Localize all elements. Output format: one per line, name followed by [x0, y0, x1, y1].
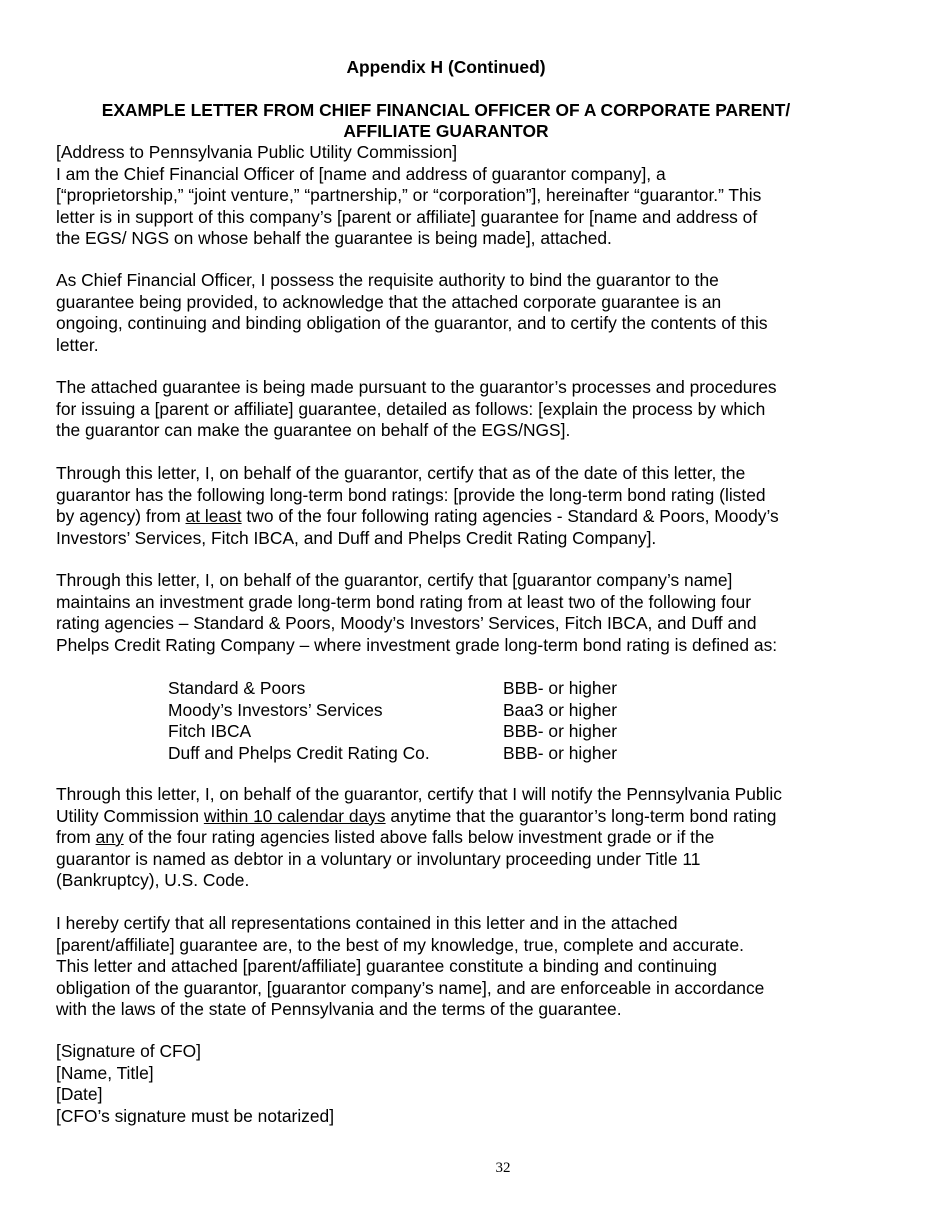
- agency-name: Fitch IBCA: [168, 721, 252, 741]
- letter-title: [56, 100, 836, 142]
- text-line: Through this letter, I, on behalf of the guarantor, certify that as of the date of this letter, the: [56, 463, 746, 483]
- text-line: I am the Chief Financial Officer of [name and address of guarantor company], a: [56, 163, 666, 184]
- text-line: [parent/affiliate] guarantee are, to the best of my knowledge, true, complete and accurate.: [56, 934, 744, 955]
- text-line: [56, 806, 856, 828]
- paragraph-bond-ratings: [56, 463, 856, 549]
- text-line: The attached guarantee is being made pursuant to the guarantor’s processes and procedures: [56, 377, 777, 397]
- underlined-text: at least: [185, 506, 242, 526]
- agency-rating: Baa3 or higher: [503, 699, 618, 720]
- text-line: with the laws of the state of Pennsylvania and the terms of the guarantee.: [56, 999, 622, 1019]
- agency-rating: BBB- or higher: [503, 742, 618, 763]
- text-line: Phelps Credit Rating Company – where investment grade long-term bond rating is defined as:: [56, 634, 778, 655]
- ratings-row: [168, 743, 703, 765]
- letter-title-line: AFFILIATE GUARANTOR: [343, 121, 549, 141]
- text-line: [56, 827, 856, 849]
- address-line: [56, 142, 856, 164]
- underlined-text: within 10 calendar days: [203, 805, 386, 826]
- text-segment: Utility Commission: [56, 805, 204, 826]
- text-line: (Bankruptcy), U.S. Code.: [56, 870, 250, 890]
- paragraph-authority: [56, 270, 856, 356]
- letter-title-line: EXAMPLE LETTER FROM CHIEF FINANCIAL OFFICER OF A CORPORATE PARENT/: [101, 100, 791, 120]
- text-line: As Chief Financial Officer, I possess the requisite authority to bind the guarantor to the: [56, 270, 719, 290]
- text-line: ongoing, continuing and binding obligation of the guarantor, and to certify the contents of this: [56, 313, 768, 333]
- text-line: letter.: [56, 334, 99, 355]
- text-line: Through this letter, I, on behalf of the guarantor, certify that I will notify the Pennsylvania Public: [56, 784, 782, 804]
- paragraph-process: [56, 377, 856, 442]
- signature-line: [Signature of CFO]: [56, 1041, 201, 1061]
- text-line: rating agencies – Standard & Poors, Moody’s Investors’ Services, Fitch IBCA, and Duff and: [56, 613, 757, 633]
- ratings-row: [168, 678, 703, 700]
- signature-line: [Date]: [56, 1084, 103, 1104]
- agency-rating: BBB- or higher: [503, 721, 618, 741]
- text-line: the EGS/ NGS on whose behalf the guarantee is being made], attached.: [56, 228, 612, 248]
- paragraph-investment-grade: [56, 570, 856, 656]
- ratings-row: [168, 721, 703, 743]
- text-line: obligation of the guarantor, [guarantor company’s name], and are enforceable in accordance: [56, 977, 765, 998]
- text-line: [56, 506, 856, 528]
- agency-name: Standard & Poors: [168, 678, 306, 698]
- address-text: [Address to Pennsylvania Public Utility Commission]: [56, 142, 458, 162]
- paragraph-introduction: [56, 164, 856, 250]
- agency-name: Duff and Phelps Credit Rating Co.: [168, 742, 430, 763]
- text-line: the guarantor can make the guarantee on behalf of the EGS/NGS].: [56, 420, 571, 440]
- text-segment: from: [56, 827, 96, 847]
- text-segment: by agency) from: [56, 506, 186, 526]
- ratings-table: [168, 678, 703, 764]
- paragraph-notification: [56, 784, 856, 892]
- underlined-text: any: [95, 827, 124, 847]
- text-line: Through this letter, I, on behalf of the guarantor, certify that [guarantor company’s name]: [56, 570, 733, 590]
- text-segment: of the four rating agencies listed above falls below investment grade or if the: [123, 827, 715, 847]
- text-line: guarantee being provided, to acknowledge that the attached corporate guarantee is an: [56, 291, 722, 312]
- signature-block: [56, 1041, 334, 1127]
- page-number: 32: [495, 1160, 511, 1176]
- text-line: maintains an investment grade long-term bond rating from at least two of the following four: [56, 591, 752, 612]
- text-line: letter is in support of this company’s [parent or affiliate] guarantee for [name and address of: [56, 206, 758, 227]
- text-line: This letter and attached [parent/affiliate] guarantee constitute a binding and continuing: [56, 956, 717, 976]
- signature-line: [Name, Title]: [56, 1062, 154, 1083]
- agency-name: Moody’s Investors’ Services: [168, 699, 383, 720]
- text-segment: anytime that the guarantor’s long-term bond rating: [385, 805, 777, 826]
- text-line: guarantor has the following long-term bond ratings: [provide the long-term bond rating (listed: [56, 484, 766, 505]
- text-segment: two of the four following rating agencies - Standard & Poors, Moody’s: [241, 506, 779, 526]
- signature-line: [CFO’s signature must be notarized]: [56, 1105, 335, 1126]
- ratings-row: [168, 700, 703, 722]
- text-line: Investors’ Services, Fitch IBCA, and Duff and Phelps Credit Rating Company].: [56, 527, 657, 548]
- agency-rating: BBB- or higher: [503, 678, 618, 698]
- paragraph-certification: [56, 913, 856, 1021]
- text-line: [“proprietorship,” “joint venture,” “partnership,” or “corporation”], hereinafter “guarantor.” This: [56, 185, 762, 205]
- appendix-heading: Appendix H (Continued): [346, 57, 546, 77]
- text-line: guarantor is named as debtor in a voluntary or involuntary proceeding under Title 11: [56, 848, 701, 869]
- text-line: for issuing a [parent or affiliate] guarantee, detailed as follows: [explain the process by which: [56, 398, 766, 419]
- text-line: I hereby certify that all representations contained in this letter and in the attached: [56, 913, 678, 933]
